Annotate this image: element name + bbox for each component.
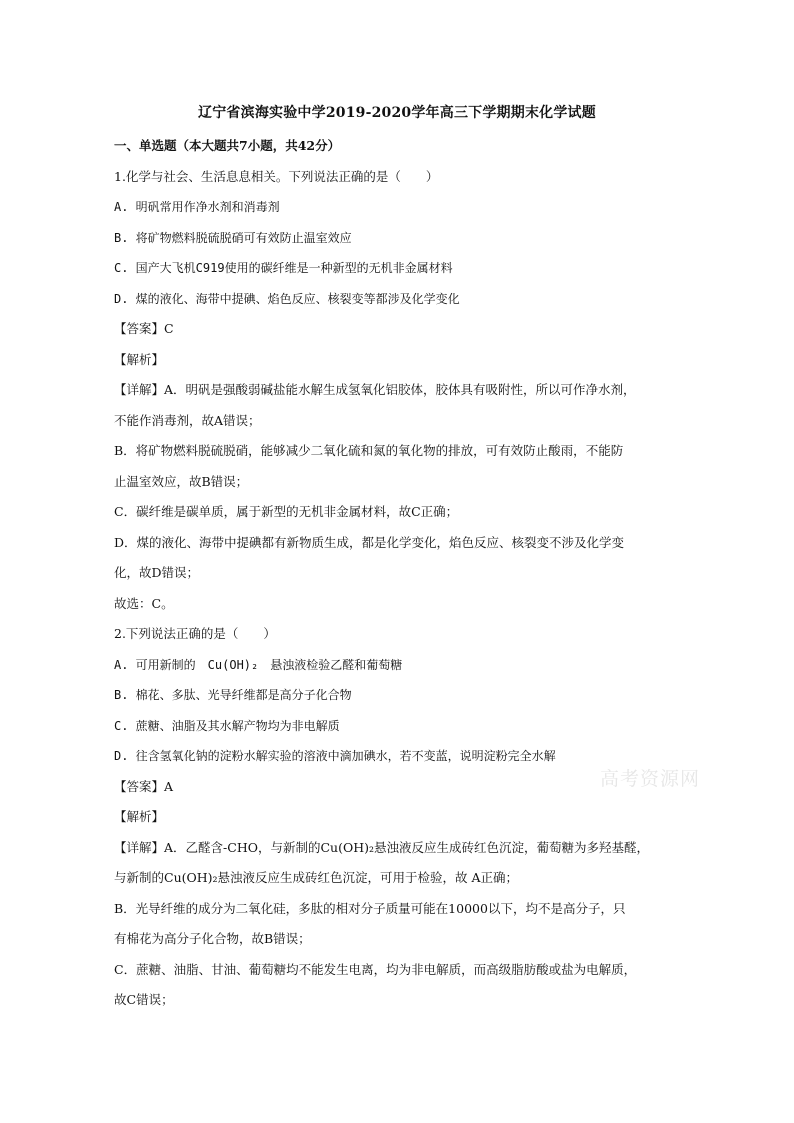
- option-d: D. 往含氢氧化钠的淀粉水解实验的溶液中滴加碘水，若不变蓝，说明淀粉完全水解: [114, 749, 556, 763]
- detail-line: 【详解】A．乙醛含-CHO，与新制的Cu(OH)₂悬浊液反应生成砖红色沉淀，葡萄糖为多羟基醛，: [114, 839, 649, 855]
- question-2: [114, 619, 682, 1016]
- option-b: B. 棉花、多肽、光导纤维都是高分子化合物: [114, 688, 352, 702]
- choice-line: 故选：C。: [114, 595, 174, 611]
- detail-line: 【详解】A．明矾是强酸弱碱盐能水解生成氢氧化铝胶体，胶体具有吸附性，所以可作净水剂，: [114, 382, 636, 397]
- detail-line: 化，故D错误；: [114, 565, 200, 580]
- detail-line: C．蔗糖、油脂、甘油、葡萄糖均不能发生电离，均为非电解质，而高级脂肪酸或盐为电解质，: [114, 961, 637, 977]
- detail-line: 有棉花为高分子化合物，故B错误；: [114, 931, 311, 946]
- option-c: C. 国产大飞机C919使用的碳纤维是一种新型的无机非金属材料: [114, 261, 453, 275]
- detail-line: 与新制的Cu(OH)₂悬浊液反应生成砖红色沉淀，可用于检验，故 A正确；: [114, 870, 519, 885]
- detail-line: B．将矿物燃料脱硫脱硝，能够减少二氧化硫和氮的氧化物的排放，可有效防止酸雨，不能防: [114, 443, 624, 458]
- detail-line: 故C错误；: [114, 992, 174, 1007]
- option-b: B. 将矿物燃料脱硫脱硝可有效防止温室效应: [114, 230, 352, 245]
- document-body: [114, 131, 682, 1016]
- detail-line: 不能作消毒剂，故A错误；: [114, 412, 261, 428]
- option-a: A. 明矾常用作净水剂和消毒剂: [114, 200, 280, 214]
- page-title: 辽宁省滨海实验中学2019-2020学年高三下学期期末化学试题: [198, 105, 596, 121]
- detail-line: C．碳纤维是碳单质，属于新型的无机非金属材料，故C正确；: [114, 504, 459, 519]
- answer-line: 【答案】C: [114, 321, 174, 336]
- option-d: D. 煤的液化、海带中提碘、焰色反应、核裂变等都涉及化学变化: [114, 291, 460, 306]
- section-heading: 一、单选题（本大题共7小题，共42分）: [114, 138, 341, 153]
- analysis-heading: 【解析】: [114, 809, 165, 824]
- option-a: A. 可用新制的 Cu(OH)₂ 悬浊液检验乙醛和葡萄糖: [114, 657, 403, 672]
- detail-line: D．煤的液化、海带中提碘都有新物质生成，都是化学变化，焰色反应、核裂变不涉及化学变: [114, 534, 625, 550]
- question-stem: 1.化学与社会、生活息息相关。下列说法正确的是（ ）: [114, 168, 439, 184]
- analysis-heading: 【解析】: [114, 351, 165, 367]
- question-stem: 2.下列说法正确的是（ ）: [114, 626, 276, 641]
- answer-line: 【答案】A: [114, 778, 174, 794]
- question-1: [114, 162, 682, 620]
- detail-line: 止温室效应，故B错误；: [114, 473, 249, 489]
- watermark: 高考资源网: [600, 768, 701, 790]
- detail-line: B．光导纤维的成分为二氧化硅，多肽的相对分子质量可能在10000以下，均不是高分子，只: [114, 900, 626, 916]
- option-c: C. 蔗糖、油脂及其水解产物均为非电解质: [114, 718, 340, 733]
